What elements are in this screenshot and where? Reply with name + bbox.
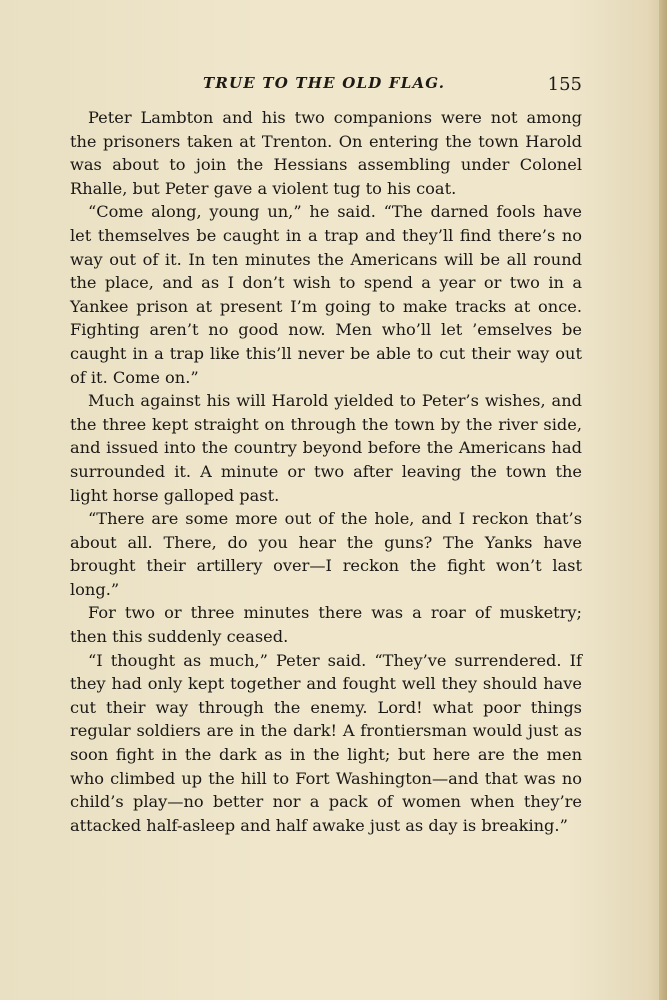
paragraph: Much against his will Harold yielded to Peter’s wishes, and the three kept straight on through the town by the river side, and issued into the country beyond before the Americans had surrounded it. A minute or two after leaving the town the light horse galloped past. (70, 391, 582, 505)
paragraph: “I thought as much,” Peter said. “They’ve surrendered. If they had only kept together and fought well they should have cut their way through the enemy. Lord! what poor things regular soldiers are in the dark! A frontiersman would just as soon fight in the dark as in the light; but here are the men who climbed up the hill to Fort Washington—and that was no child’s play—no better nor a pack of women when they’re attacked half-asleep and half awake just as day is breaking.” (70, 650, 582, 835)
running-head (70, 72, 582, 96)
paragraph: Peter Lambton and his two companions were not among the prisoners taken at Trenton. On entering the town Harold was about to join the Hessians assembling under Colonel Rhalle, but Peter gave a violent tug to his coat. (70, 108, 582, 198)
paragraph: For two or three minutes there was a roar of musketry; then this suddenly ceased. (70, 603, 582, 647)
paragraph: “There are some more out of the hole, and I reckon that’s about all. There, do you hear the guns? The Yanks have brought their artillery over—I reckon the fight won’t last long.” (70, 509, 582, 599)
page-edge (659, 0, 667, 1000)
running-head-title: TRUE TO THE OLD FLAG. (203, 74, 446, 92)
body-text (70, 106, 582, 837)
paragraph: “Come along, young un,” he said. “The darned fools have let themselves be caught in a trap and they’ll find there’s no way out of it. In ten minutes the Americans will be all round the place, and as I don’t wish to spend a year or two in a Yankee prison at present I’m going to make tracks at once. Fighting aren’t no good now. Men who’ll let ’emselves be caught in a trap like this’ll never be able to cut their way out of it. Come on.” (70, 202, 582, 387)
page-number: 155 (547, 74, 582, 95)
